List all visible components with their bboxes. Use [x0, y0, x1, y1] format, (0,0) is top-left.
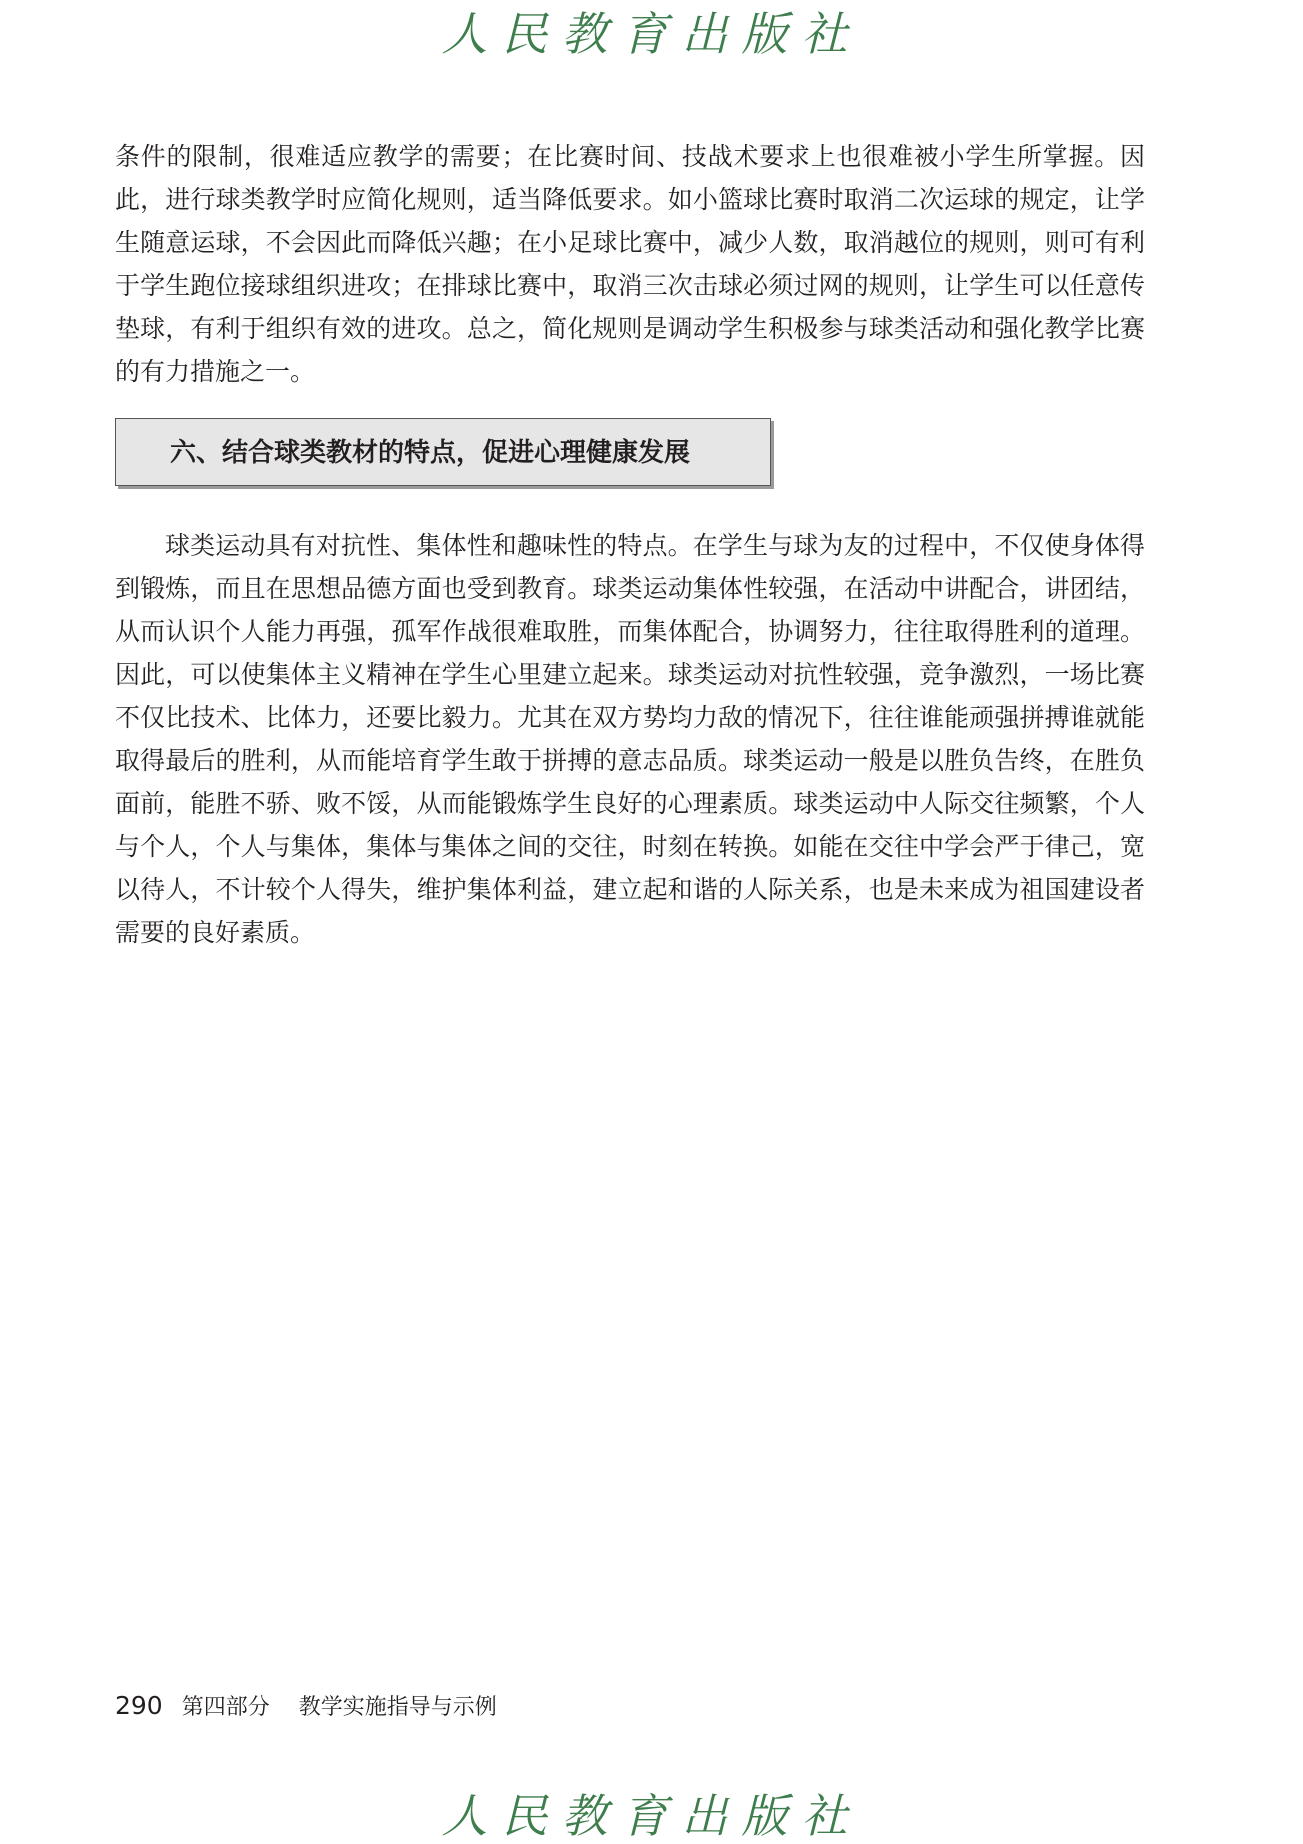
part-label: 第四部分 — [181, 1695, 270, 1720]
publisher-logo-bottom: 人民教育出版社 — [441, 1789, 862, 1843]
section-title: 六、结合球类教材的特点，促进心理健康发展 — [170, 438, 691, 468]
paragraph-continued: 条件的限制，很难适应教学的需要；在比赛时间、技战术要求上也很难被小学生所掌握。因此，进行球类教学时应简化规则，适当降低要求。如小篮球比赛时取消二次运球的规定，让学生随意运球，不会因此而降低兴趣；在小足球比赛中，减少人数，取消越位的规则，则可有利于学生跑位接球组织进攻；在排球比赛中，取消三次击球必须过网的规则，让学生可以任意传垫球，有利于组织有效的进攻。总之，简化规则是调动学生积极参与球类活动和强化教学比赛的有力措施之一。 — [115, 142, 1145, 386]
page-footer — [115, 1690, 497, 1724]
part-title: 教学实施指导与示例 — [298, 1695, 497, 1720]
paragraph-ball-games: 球类运动具有对抗性、集体性和趣味性的特点。在学生与球为友的过程中，不仅使身体得到锻炼，而且在思想品德方面也受到教育。球类运动集体性较强，在活动中讲配合，讲团结，从而认识个人能力再强，孤军作战很难取胜，而集体配合，协调努力，往往取得胜利的道理。因此，可以使集体主义精神在学生心里建立起来。球类运动对抗性较强，竞争激烈，一场比赛不仅比技术、比体力，还要比毅力。尤其在双方势均力敌的情况下，往往谁能顽强拼搏谁就能取得最后的胜利，从而能培育学生敢于拼搏的意志品质。球类运动一般是以胜负告终，在胜负面前，能胜不骄、败不馁，从而能锻炼学生良好的心理素质。球类运动中人际交往频繁，个人与个人，个人与集体，集体与集体之间的交往，时刻在转换。如能在交往中学会严于律己，宽以待人，不计较个人得失，维护集体利益，建立起和谐的人际关系，也是未来成为祖国建设者需要的良好素质。 — [115, 531, 1145, 947]
section-heading-box — [115, 418, 771, 486]
page-number: 290 — [115, 1691, 163, 1720]
publisher-logo-top: 人民教育出版社 — [441, 7, 862, 61]
